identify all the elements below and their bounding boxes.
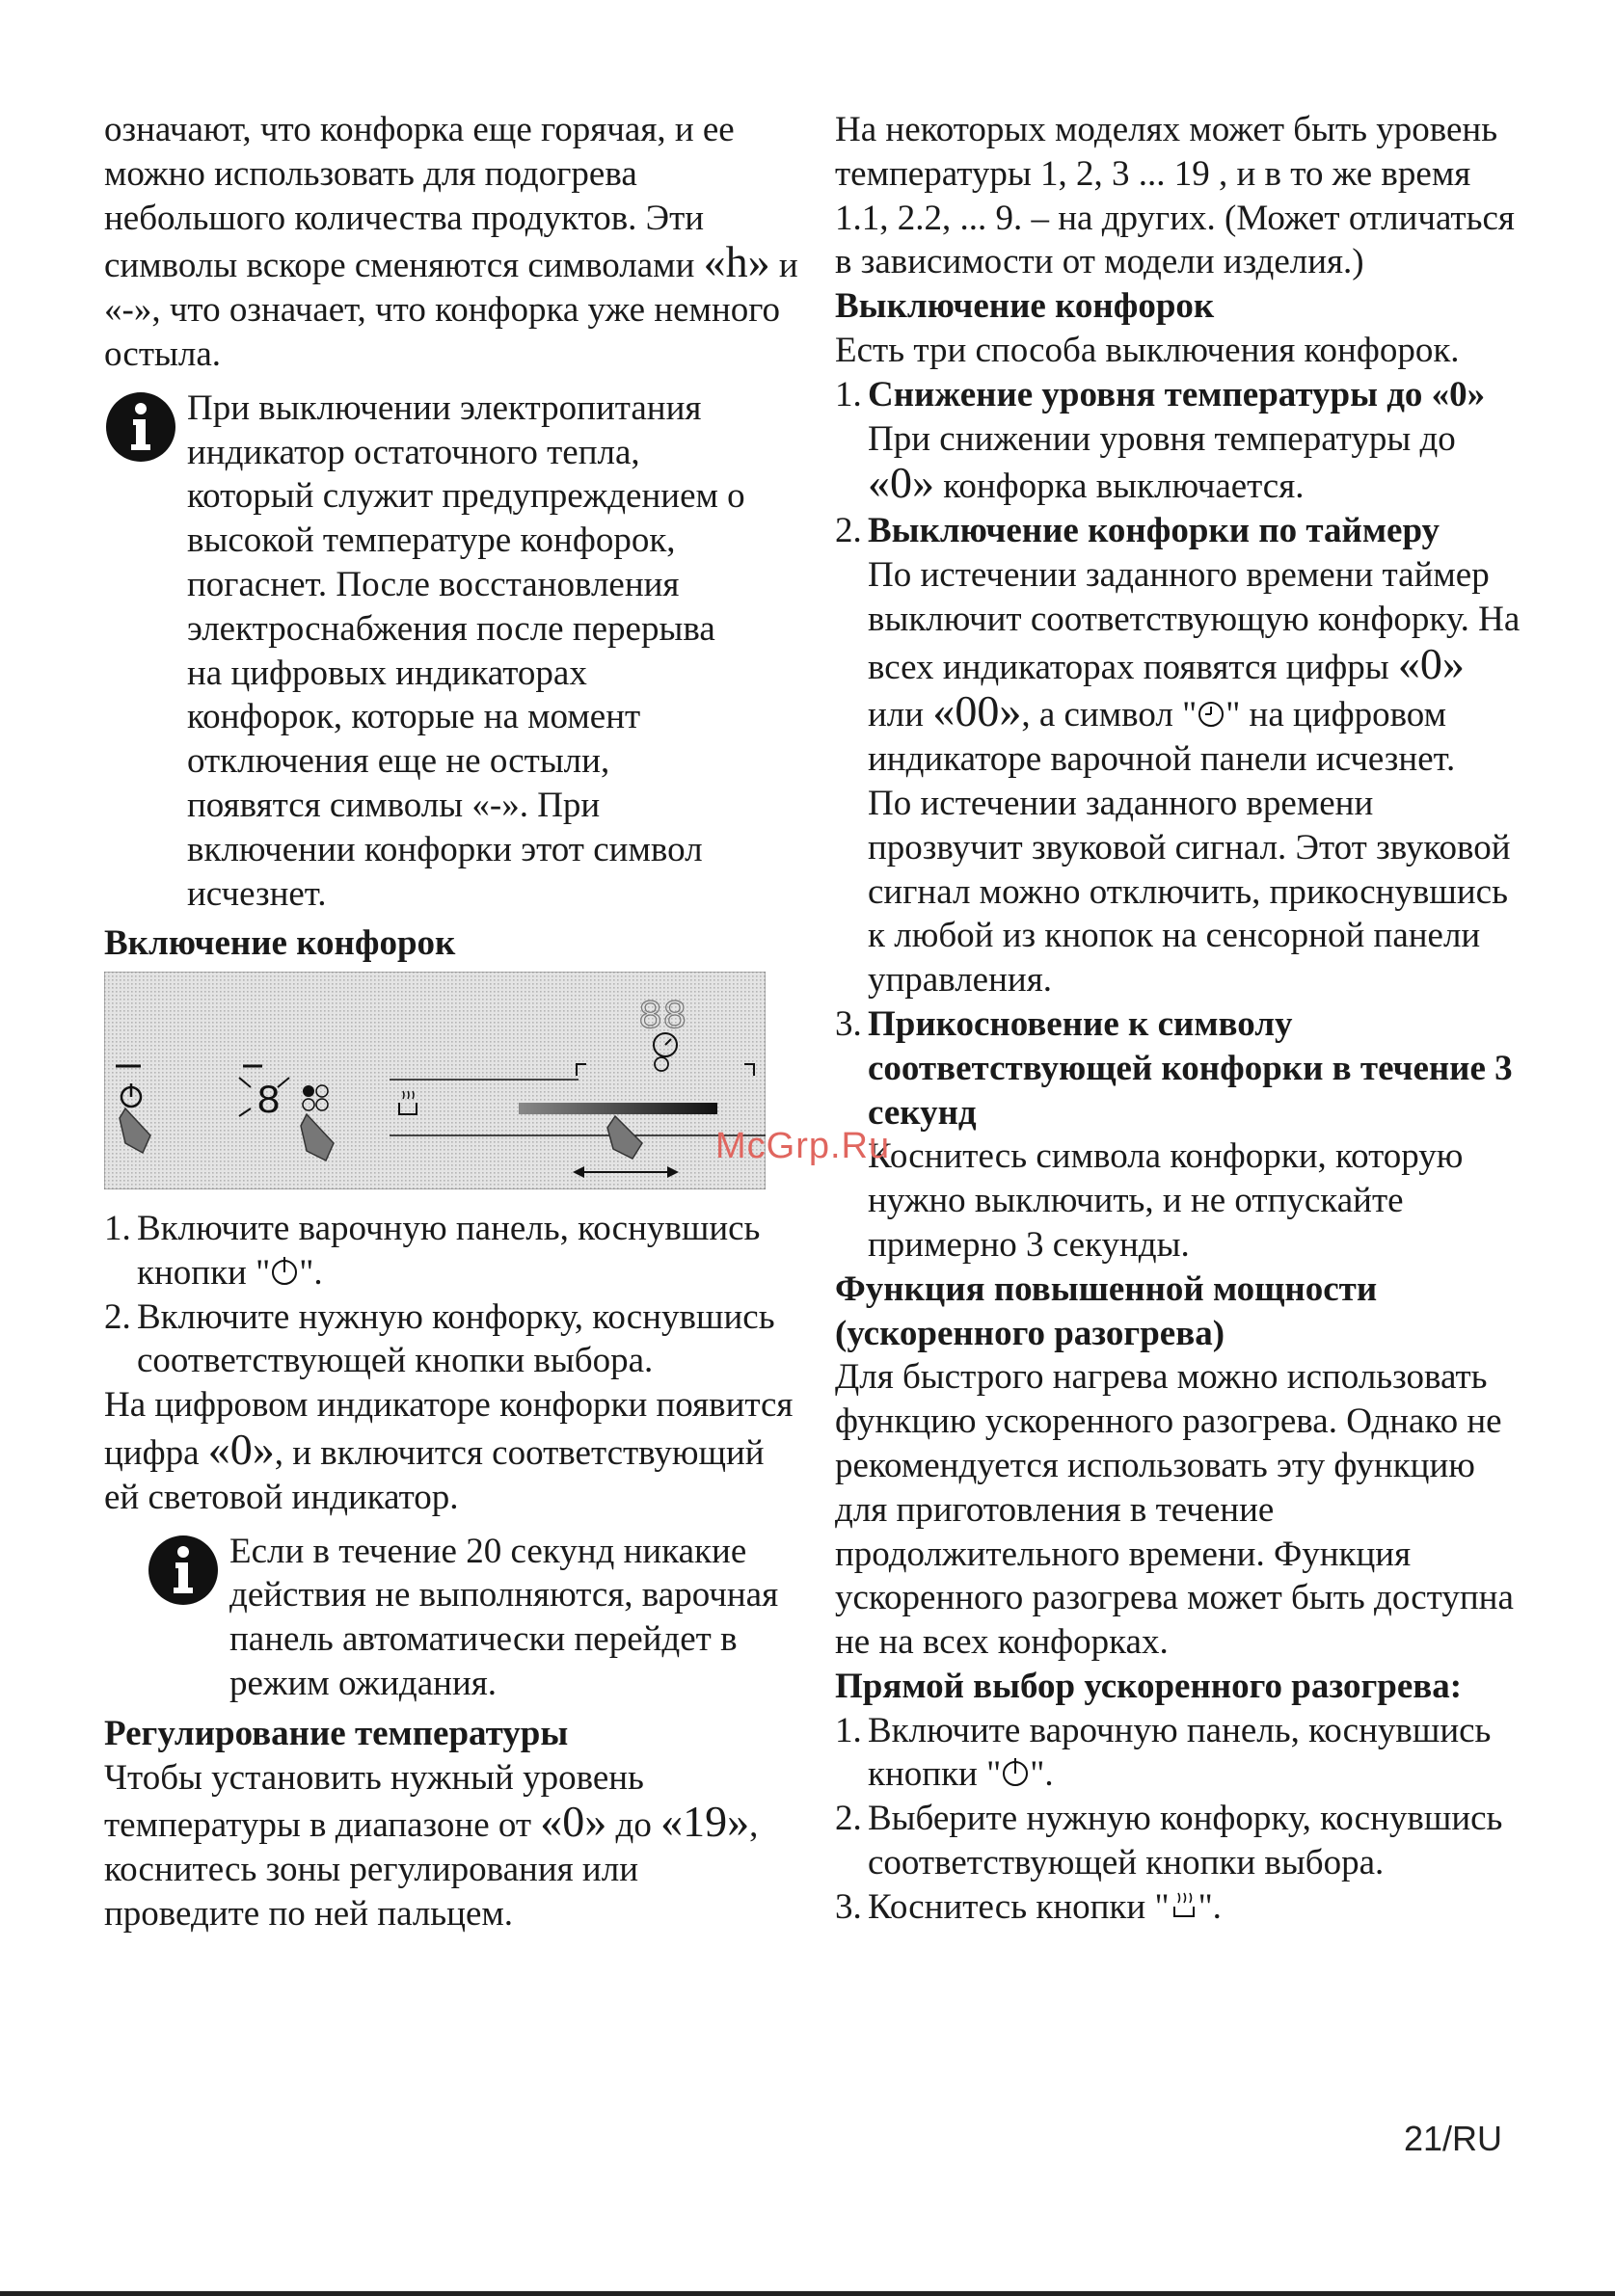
heading-turn-on: Включение конфорок [104,923,456,964]
list-item: 3. Прикосновение к символу соответствующей конфорки в течение 3 секунд Коснитесь символа конфорки, которую нужно выключить, и не отпускайте примерно 3 секунды. [835,1003,1513,1265]
levels-paragraph: На некоторых моделях может быть уровень температуры 1, 2, 3 ... 19 , и в то же время 1.1, 2.2, ... 9. – на других. (Может отличаться в зависимости от модели изделия.) [835,110,1515,282]
list-item: 1. Снижение уровня температуры до «0» При снижении уровня температуры до «0» конфорка выключается. [835,374,1486,508]
list-item: 1. Включите варочную панель, коснувшись кнопки " ". [104,1208,761,1293]
svg-text:8: 8 [256,1079,282,1126]
note-standby-text: Если в течение 20 секунд никакие действия не выполняются, варочная панель автоматически перейдет в режим ожидания. [229,1531,779,1703]
digit-indicator-paragraph: На цифровом индикаторе конфорки появится цифра «0», и включится соответствующий ей световой индикатор. [104,1385,794,1517]
control-panel-illustration [104,972,766,1189]
list-item: 3. Коснитесь кнопки " ". [835,1886,1222,1927]
timer-icon [1197,697,1225,730]
timer-display: 88 [638,994,687,1041]
list-item: 2. Выключение конфорки по таймеру По истечении заданного времени таймер выключит соответствующую конфорку. На всех индикаторах появятся цифры «0» или «00», а символ " " на цифровом индикаторе варочной панели исчезнет. По истечении заданного времени прозвучит звуковой сигнал. Этот звуковой сигнал можно отключить, прикоснувшись к любой из кнопок на сенсорной панели управления. [835,511,1521,1001]
temperature-paragraph: Чтобы установить нужный уровень температуры в диапазоне от «0» до «19», коснитесь зоны регулирования или проведите по ней пальцем. [104,1757,759,1934]
heading-direct-boost: Прямой выбор ускоренного разогрева: [835,1666,1463,1706]
heading-temperature: Регулирование температуры [104,1713,569,1753]
note-power-text: При выключении электропитания индикатор остаточного тепла, который служит предупреждением о высокой температуре конфорок, погаснет. После восстановления электроснабжения после перерыва на цифровых индикаторах конфорок, которые на момент отключения еще не остыли, появятся символы «-». При включении конфорки этот символ исчезнет. [187,387,745,914]
heading-turn-off: Выключение конфорок [835,286,1215,327]
right-column [835,108,1529,1930]
page-number: 21/RU [1404,2119,1503,2158]
slider-ramp[interactable] [519,1103,717,1114]
info-note-standby [147,1530,798,1706]
power-icon [1001,1754,1030,1789]
boost-paragraph: Для быстрого нагрева можно использовать функцию ускоренного разогрева. Однако не рекомендуется использовать эту функцию для приготовления в течение продолжительного времени. Функция ускоренного разогрева может быть доступна не на всех конфорках. [835,1357,1514,1663]
info-icon [104,390,177,464]
info-icon [147,1534,220,1607]
list-item: 1. Включите варочную панель, коснувшись кнопки " ". [835,1710,1492,1795]
intro-paragraph: означают, что конфорка еще горячая, и ее можно использовать для подогрева небольшого количества продуктов. Эти символы вскоре сменяются символами «h» и «-», что означает, что конфорка уже немного остыла. [104,110,798,374]
bottom-rule [0,2291,1615,2296]
left-column [104,108,798,1936]
turn-off-steps [835,373,1529,1268]
boost-icon [1170,1889,1198,1922]
watermark: McGrp.Ru [715,1126,891,1166]
direct-boost-steps [835,1709,1529,1930]
power-icon [270,1253,299,1288]
info-note-power [104,387,798,917]
turn-on-steps [104,1207,798,1383]
heading-boost: Функция повышенной мощности (ускоренного разогрева) [835,1268,1378,1353]
list-item: 2. Выберите нужную конфорку, коснувшись соответствующей кнопки выбора. [835,1799,1503,1883]
list-item: 2. Включите нужную конфорку, коснувшись соответствующей кнопки выбора. [104,1296,775,1381]
turn-off-intro: Есть три способа выключения конфорок. [835,330,1460,370]
